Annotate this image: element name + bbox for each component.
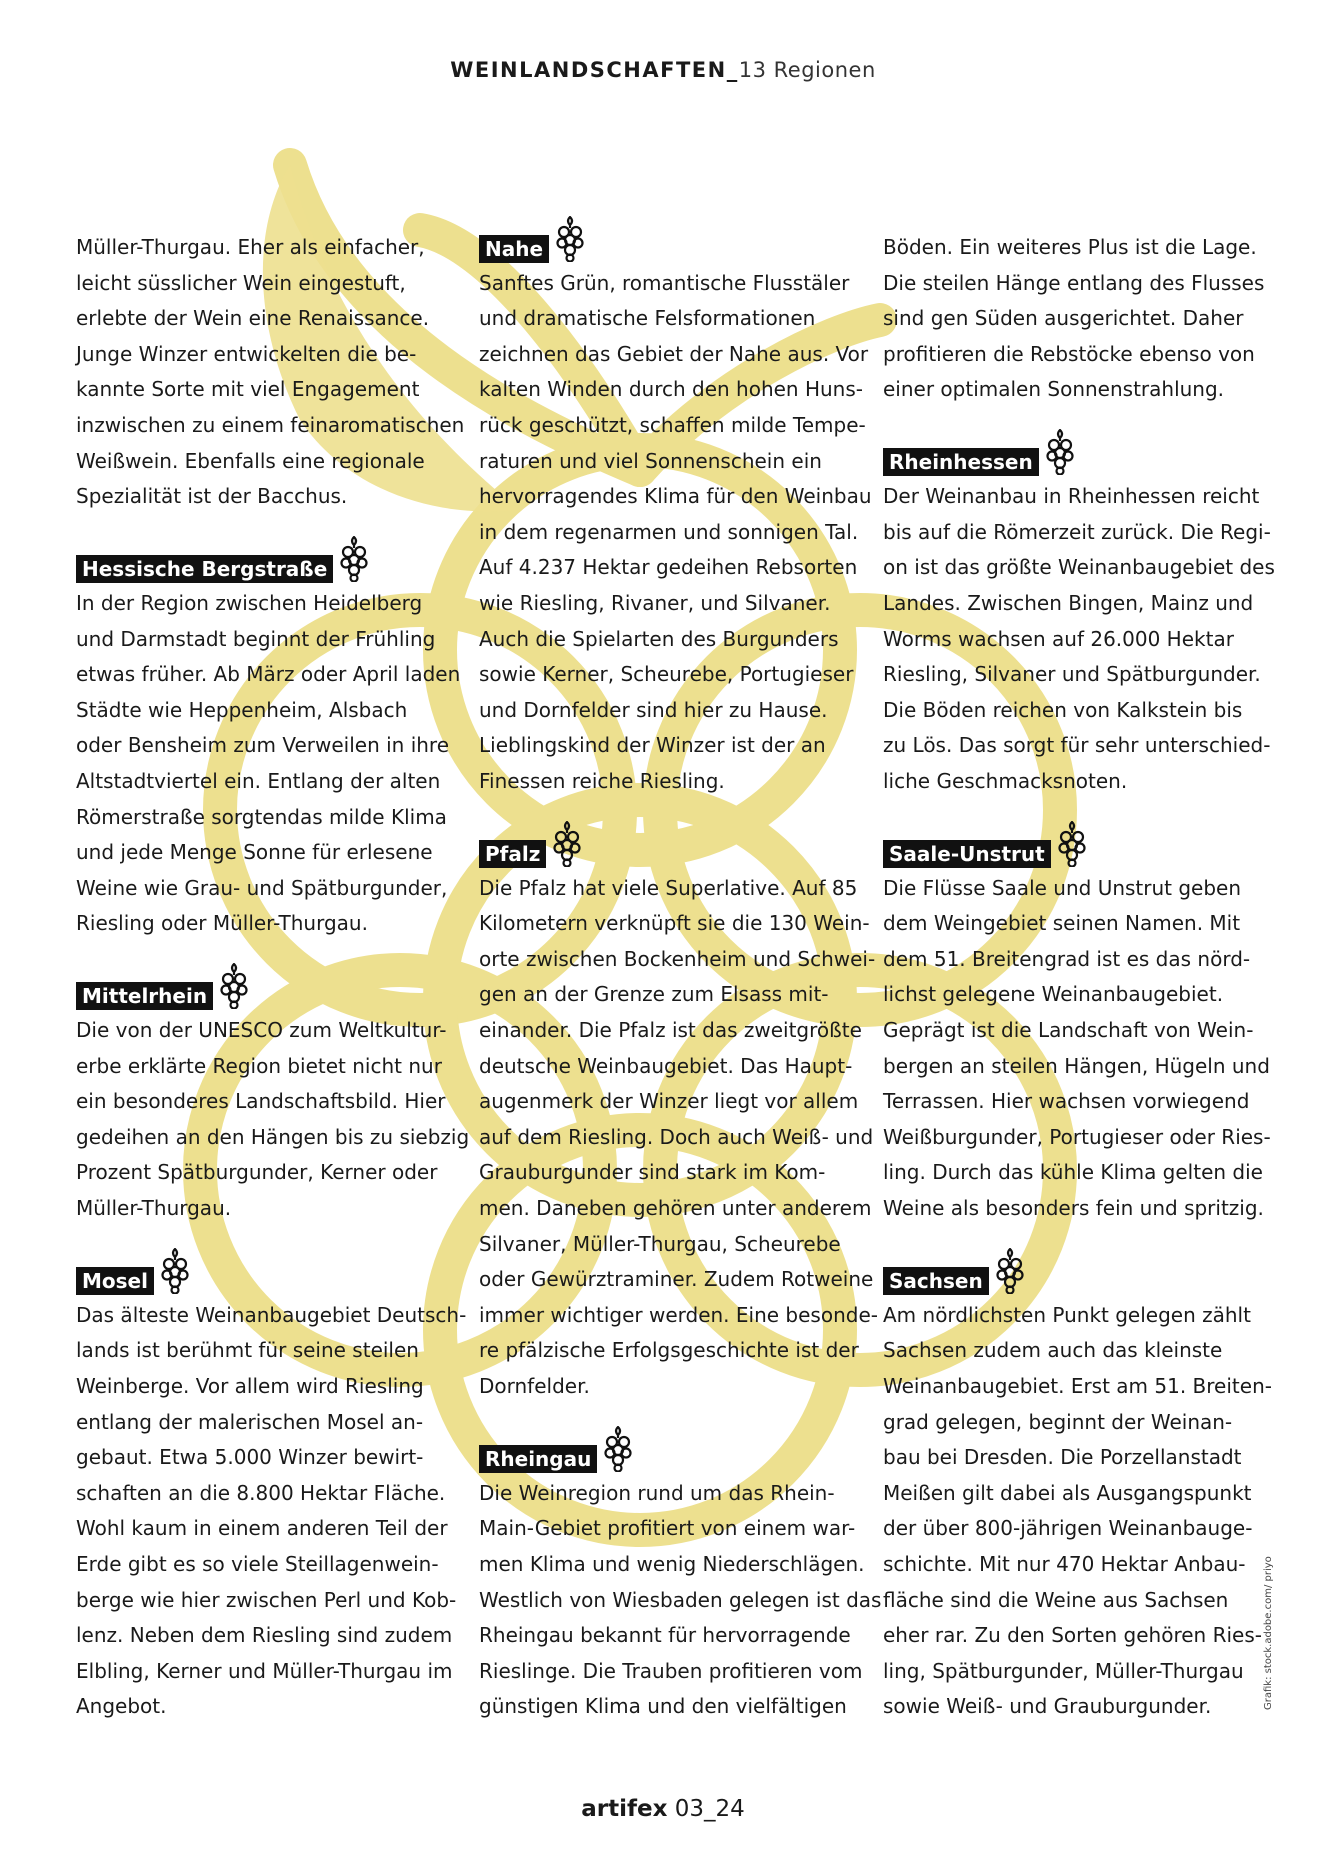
region-name-label: Rheingau <box>479 1445 597 1473</box>
text-line: gen an der Grenze zum Elsass mit- <box>479 982 829 1007</box>
text-line: und jede Menge Sonne für erlesene <box>76 840 433 865</box>
region-name-label: Mittelrhein <box>76 982 213 1010</box>
text-line: Erde gibt es so viele Steillagenwein- <box>76 1551 439 1576</box>
text-line: erbe erklärte Region bietet nicht nur <box>76 1053 442 1078</box>
text-line: Meißen gilt dabei als Ausgangspunkt <box>883 1480 1252 1505</box>
text-line: fläche sind die Weine aus Sachsen <box>883 1587 1229 1612</box>
text-line: sowie Kerner, Scheurebe, Portugieser <box>479 662 854 687</box>
text-line: Rheingau bekannt für hervorragende <box>479 1623 851 1648</box>
paragraph-gap <box>76 515 476 551</box>
text-line: und Dornfelder sind hier zu Hause. <box>479 697 828 722</box>
text-line: Die Flüsse Saale und Unstrut geben <box>883 875 1242 900</box>
text-line: re pfälzische Erfolgsgeschichte ist der <box>479 1338 859 1363</box>
text-line: bau bei Dresden. Die Porzellanstadt <box>883 1445 1242 1470</box>
text-line: gedeihen an den Hängen bis zu siebzig <box>76 1124 470 1149</box>
text-line: zeichnen das Gebiet der Nahe aus. Vor <box>479 341 869 366</box>
text-line: rück geschützt, schaffen milde Tempe- <box>479 412 866 437</box>
text-line: lands ist berühmt für seine steilen <box>76 1338 419 1363</box>
text-line: Das älteste Weinanbaugebiet Deutsch- <box>76 1302 467 1327</box>
text-line: kannte Sorte mit viel Engagement <box>76 377 420 402</box>
text-line: raturen und viel Sonnenschein ein <box>479 448 822 473</box>
text-line: etwas früher. Ab März oder April laden <box>76 662 461 687</box>
text-line: Spezialität ist der Bacchus. <box>76 484 348 509</box>
text-line: günstigen Klima und den vielfältigen <box>479 1694 847 1719</box>
text-line: Weißwein. Ebenfalls eine regionale <box>76 448 425 473</box>
grape-icon <box>552 821 582 867</box>
text-line: Prozent Spätburgunder, Kerner oder <box>76 1160 438 1185</box>
text-line: deutsche Weinbaugebiet. Das Haupt- <box>479 1053 853 1078</box>
region-name-label: Rheinhessen <box>883 448 1039 476</box>
text-line: erlebte der Wein eine Renaissance. <box>76 306 430 331</box>
text-line: Riesling, Silvaner und Spätburgunder. <box>883 662 1261 687</box>
region-heading <box>883 444 1283 480</box>
text-line: Dornfelder. <box>479 1374 590 1398</box>
text-line: In der Region zwischen Heidelberg <box>76 590 423 615</box>
grape-icon <box>339 536 369 582</box>
region-heading <box>76 1262 476 1298</box>
region-name-label: Sachsen <box>883 1267 989 1295</box>
text-line: Weißburgunder, Portugieser oder Ries- <box>883 1124 1271 1149</box>
grape-icon <box>1057 821 1087 867</box>
region-heading <box>479 230 879 266</box>
text-line: Städte wie Heppenheim, Alsbach <box>76 697 408 722</box>
text-line: schichte. Mit nur 470 Hektar Anbau- <box>883 1551 1246 1576</box>
text-line: ling. Durch das kühle Klima gelten die <box>883 1160 1263 1185</box>
paragraph-gap <box>883 408 1283 444</box>
paragraph-gap <box>479 1405 879 1441</box>
text-line: zu Lös. Das sorgt für sehr unterschied- <box>883 733 1271 758</box>
text-line: immer wichtiger werden. Eine besonde- <box>479 1302 878 1327</box>
text-line: men. Daneben gehören unter anderem <box>479 1196 872 1221</box>
column-3 <box>883 230 1283 1725</box>
text-line: Müller-Thurgau. Eher als einfacher, <box>76 235 425 259</box>
region-heading <box>883 1262 1283 1298</box>
text-line: leicht süsslicher Wein eingestuft, <box>76 270 406 295</box>
paragraph-gap <box>883 1227 1283 1263</box>
text-line: Sanftes Grün, romantische Flusstäler <box>479 270 850 295</box>
text-line: eher rar. Zu den Sorten gehören Ries- <box>883 1623 1262 1648</box>
magazine-name: artifex <box>581 1796 668 1822</box>
text-line: schaften an die 8.800 Hektar Fläche. <box>76 1480 446 1505</box>
column-2 <box>479 230 882 1725</box>
grape-icon <box>160 1248 190 1294</box>
region-name-label: Pfalz <box>479 840 546 868</box>
text-line: Weine als besonders fein und spritzig. <box>883 1196 1264 1221</box>
text-line: Die Weinregion rund um das Rhein- <box>479 1480 835 1505</box>
text-line: Landes. Zwischen Bingen, Mainz und <box>883 590 1254 615</box>
text-line: bergen an steilen Hängen, Hügeln und <box>883 1053 1270 1078</box>
text-line: einer optimalen Sonnenstrahlung. <box>883 377 1225 402</box>
text-line: wie Riesling, Rivaner, und Silvaner. <box>479 590 831 615</box>
text-line: Grauburgunder sind stark im Kom- <box>479 1160 826 1185</box>
text-line: Kilometern verknüpft sie die 130 Wein- <box>479 911 870 936</box>
text-line: ling, Spätburgunder, Müller-Thurgau <box>883 1658 1244 1683</box>
region-name-label: Hessische Bergstraße <box>76 555 333 583</box>
text-line: Elbling, Kerner und Müller-Thurgau im <box>76 1658 453 1683</box>
text-line: Finessen reiche Riesling. <box>479 768 725 793</box>
text-line: kalten Winden durch den hohen Huns- <box>479 377 863 402</box>
text-line: auf dem Riesling. Doch auch Weiß- und <box>479 1124 874 1149</box>
text-line: liche Geschmacksnoten. <box>883 768 1128 793</box>
text-line: Römerstraße sorgtendas milde Klima <box>76 804 447 829</box>
text-line: on ist das größte Weinanbaugebiet des <box>883 555 1275 580</box>
text-line: Auch die Spielarten des Burgunders <box>479 626 839 651</box>
text-line: Geprägt ist die Landschaft von Wein- <box>883 1018 1254 1043</box>
paragraph-gap <box>479 800 879 836</box>
region-heading <box>76 550 476 586</box>
text-line: der über 800-jährigen Weinanbauge- <box>883 1516 1253 1541</box>
region-name-label: Nahe <box>479 235 549 263</box>
region-heading <box>479 835 879 871</box>
text-line: profitieren die Rebstöcke ebenso von <box>883 341 1255 366</box>
paragraph-gap <box>76 942 476 978</box>
text-line: Die steilen Hänge entlang des Flusses <box>883 270 1265 295</box>
text-line: und dramatische Felsformationen <box>479 306 816 331</box>
text-line: sowie Weiß- und Grauburgunder. <box>883 1694 1212 1719</box>
grape-icon <box>603 1426 633 1472</box>
header-title: WEINLANDSCHAFTEN_ <box>450 58 739 82</box>
text-line: Altstadtviertel ein. Entlang der alten <box>76 768 441 793</box>
region-name-label: Saale-Unstrut <box>883 840 1051 868</box>
text-line: entlang der malerischen Mosel an- <box>76 1409 424 1434</box>
grape-icon <box>555 216 585 262</box>
text-line: Worms wachsen auf 26.000 Hektar <box>883 626 1234 651</box>
text-line: Main-Gebiet profitiert von einem war- <box>479 1516 856 1541</box>
text-line: einander. Die Pfalz ist das zweitgrößte <box>479 1018 862 1043</box>
text-line: Westlich von Wiesbaden gelegen ist das <box>479 1587 882 1612</box>
text-line: Weinanbaugebiet. Erst am 51. Breiten- <box>883 1374 1272 1398</box>
text-line: in dem regenarmen und sonnigen Tal. <box>479 519 859 544</box>
image-credit: Grafik: stock.adobe.com/ priyo <box>1263 1556 1274 1710</box>
text-line: Lieblingskind der Winzer ist der an <box>479 733 826 758</box>
text-line: bis auf die Römerzeit zurück. Die Regi- <box>883 519 1271 544</box>
text-line: ein besonderes Landschaftsbild. Hier <box>76 1089 446 1114</box>
text-line: grad gelegen, beginnt der Weinan- <box>883 1409 1233 1434</box>
text-line: oder Gewürztraminer. Zudem Rotweine <box>479 1267 874 1292</box>
text-line: orte zwischen Bockenheim und Schwei- <box>479 946 876 971</box>
paragraph-gap <box>76 1227 476 1263</box>
text-line: Die Böden reichen von Kalkstein bis <box>883 697 1243 722</box>
text-line: dem 51. Breitengrad ist es das nörd- <box>883 946 1251 971</box>
header-subtitle: 13 Regionen <box>738 58 876 82</box>
text-line: berge wie hier zwischen Perl und Kob- <box>76 1587 457 1612</box>
text-line: Der Weinanbau in Rheinhessen reicht <box>883 484 1260 509</box>
issue-number: 03_24 <box>667 1796 745 1822</box>
text-line: men Klima und wenig Niederschlägen. <box>479 1551 865 1576</box>
text-line: Wohl kaum in einem anderen Teil der <box>76 1516 448 1541</box>
text-line: Böden. Ein weiteres Plus ist die Lage. <box>883 235 1257 259</box>
page-header <box>0 58 1326 82</box>
text-line: Am nördlichsten Punkt gelegen zählt <box>883 1302 1251 1327</box>
region-heading <box>883 835 1283 871</box>
text-line: oder Bensheim zum Verweilen in ihre <box>76 733 450 758</box>
text-line: sind gen Süden ausgerichtet. Daher <box>883 306 1244 331</box>
text-line: Weine wie Grau- und Spätburgunder, <box>76 875 448 900</box>
region-heading <box>76 977 476 1013</box>
text-line: Rieslinge. Die Trauben profitieren vom <box>479 1658 863 1683</box>
text-line: gebaut. Etwa 5.000 Winzer bewirt- <box>76 1445 424 1470</box>
text-line: Sachsen zudem auch das kleinste <box>883 1338 1223 1363</box>
text-line: Die von der UNESCO zum Weltkultur- <box>76 1018 447 1043</box>
region-heading <box>479 1440 879 1476</box>
column-1 <box>76 230 476 1725</box>
text-line: Terrassen. Hier wachsen vorwiegend <box>883 1089 1250 1114</box>
text-line: Die Pfalz hat viele Superlative. Auf 85 <box>479 875 858 900</box>
text-line: inzwischen zu einem feinaromatischen <box>76 412 465 437</box>
text-line: lichst gelegene Weinanbaugebiet. <box>883 982 1224 1007</box>
text-line: Riesling oder Müller-Thurgau. <box>76 911 368 936</box>
region-name-label: Mosel <box>76 1267 154 1295</box>
text-line: Silvaner, Müller-Thurgau, Scheurebe <box>479 1231 841 1256</box>
text-line: Müller-Thurgau. <box>76 1196 232 1221</box>
text-line: Angebot. <box>76 1694 167 1719</box>
grape-icon <box>1045 429 1075 475</box>
text-line: Junge Winzer entwickelten die be- <box>76 341 417 366</box>
grape-icon <box>995 1248 1025 1294</box>
text-line: Weinberge. Vor allem wird Riesling <box>76 1374 424 1398</box>
text-line: und Darmstadt beginnt der Frühling <box>76 626 436 651</box>
text-line: augenmerk der Winzer liegt vor allem <box>479 1089 859 1114</box>
page-footer <box>0 1796 1326 1822</box>
grape-icon <box>219 963 249 1009</box>
text-line: dem Weingebiet seinen Namen. Mit <box>883 911 1241 936</box>
text-line: lenz. Neben dem Riesling sind zudem <box>76 1623 453 1648</box>
text-line: Auf 4.237 Hektar gedeihen Rebsorten <box>479 555 858 580</box>
text-line: hervorragendes Klima für den Weinbau <box>479 484 872 509</box>
